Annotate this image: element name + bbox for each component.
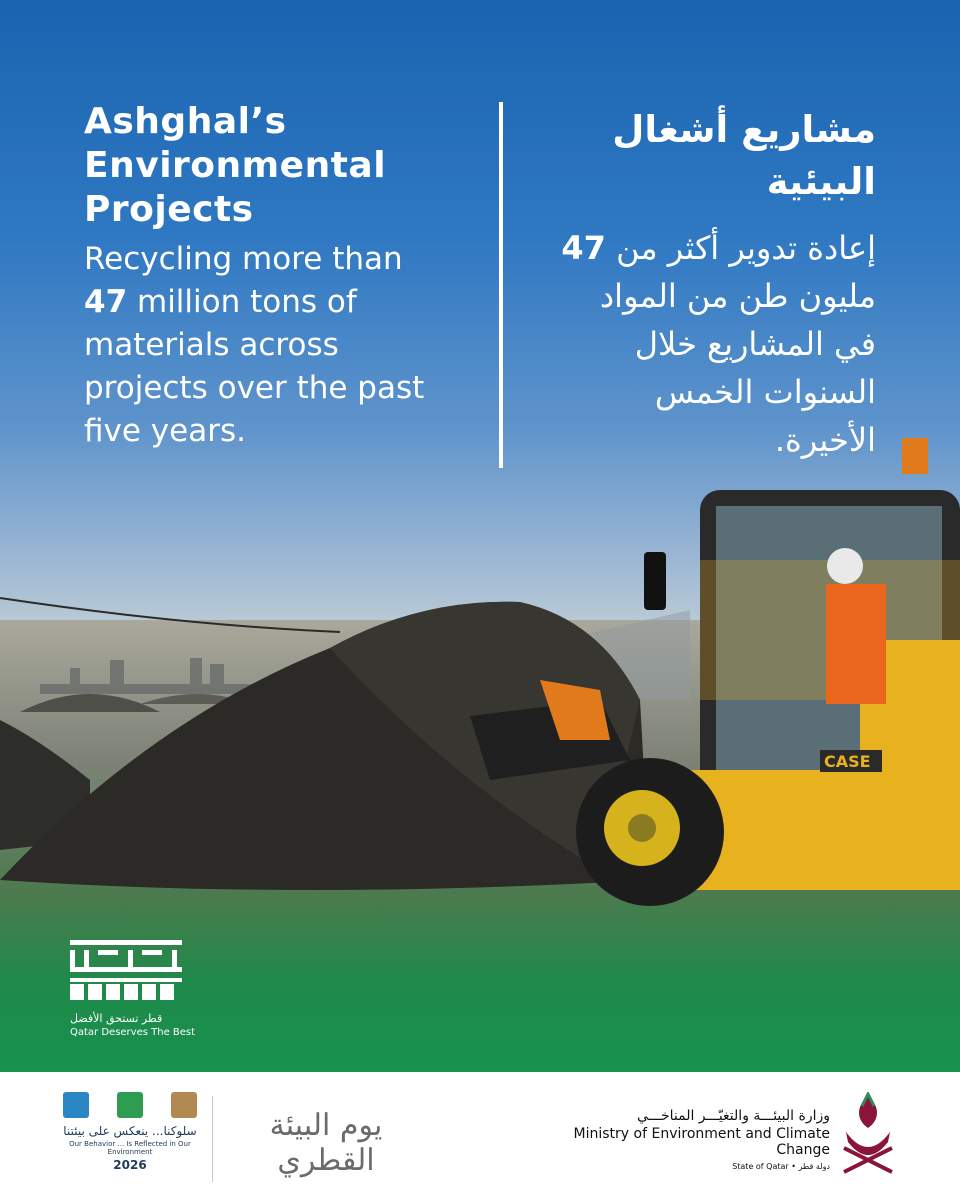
plant-icon — [117, 1092, 143, 1118]
arabic-body — [516, 224, 876, 464]
english-title — [84, 100, 484, 232]
arabic-body-line: مليون طن من المواد — [599, 277, 876, 315]
english-text-block — [84, 100, 484, 453]
english-title-line: Environmental — [84, 145, 387, 186]
arabic-title-line: البيئية — [766, 160, 876, 203]
ministry-name-ar: وزارة البيئـــة والتغيّـــر المناخـــي — [636, 1108, 830, 1124]
environment-slogan — [50, 1092, 210, 1172]
english-title-line: Projects — [84, 189, 254, 230]
arabic-text-block — [516, 104, 876, 464]
slogan-icons — [50, 1092, 210, 1118]
english-body — [84, 238, 484, 453]
english-body-line: materials across — [84, 327, 339, 363]
english-body-line: million tons of — [127, 284, 357, 320]
hand-icon — [171, 1092, 197, 1118]
state-of-qatar: State of Qatar • دولة قطر — [732, 1162, 830, 1171]
distant-site — [40, 658, 270, 694]
fish-icon — [63, 1092, 89, 1118]
qatar-environment-day: يوم البيئة القطري — [269, 1108, 383, 1178]
ministry-block — [520, 1108, 830, 1171]
english-highlight-number: 47 — [84, 284, 128, 320]
english-body-line: Recycling more than — [84, 241, 403, 277]
distant-pile — [20, 694, 160, 712]
ashghal-logo — [70, 940, 200, 1038]
divider — [499, 102, 503, 468]
arabic-body-line: إعادة تدوير أكثر من — [605, 229, 876, 267]
arabic-title — [516, 104, 876, 208]
ministry-name-en: Ministry of Environment and Climate Change — [573, 1126, 830, 1158]
arabic-body-line: في المشاريع خلال — [634, 325, 876, 363]
arabic-highlight-number: 47 — [561, 229, 606, 267]
slogan-year: 2026 — [113, 1158, 147, 1172]
svg-text:CASE: CASE — [824, 752, 871, 771]
qatar-emblem-icon — [836, 1092, 900, 1182]
ashghal-logo-icon — [70, 940, 182, 1004]
ashghal-tagline-en: Qatar Deserves The Best — [70, 1027, 196, 1038]
arabic-body-line: الأخيرة. — [774, 421, 876, 459]
english-body-line: projects over the past — [84, 370, 425, 406]
arabic-title-line: مشاريع أشغال — [612, 108, 876, 151]
arabic-body-line: السنوات الخمس — [654, 373, 876, 411]
footer-divider — [212, 1096, 213, 1182]
power-line — [0, 598, 340, 632]
slogan-en: Our Behavior ... Is Reflected in Our Environment — [69, 1140, 191, 1156]
footer — [0, 1072, 960, 1200]
slogan-ar: سلوكنا... ينعكس على بيئتنا — [63, 1124, 197, 1138]
english-title-line: Ashghal’s — [84, 101, 287, 142]
ashghal-tagline-ar: قطر تستحق الأفضل — [70, 1012, 163, 1025]
english-body-line: five years. — [84, 413, 246, 449]
